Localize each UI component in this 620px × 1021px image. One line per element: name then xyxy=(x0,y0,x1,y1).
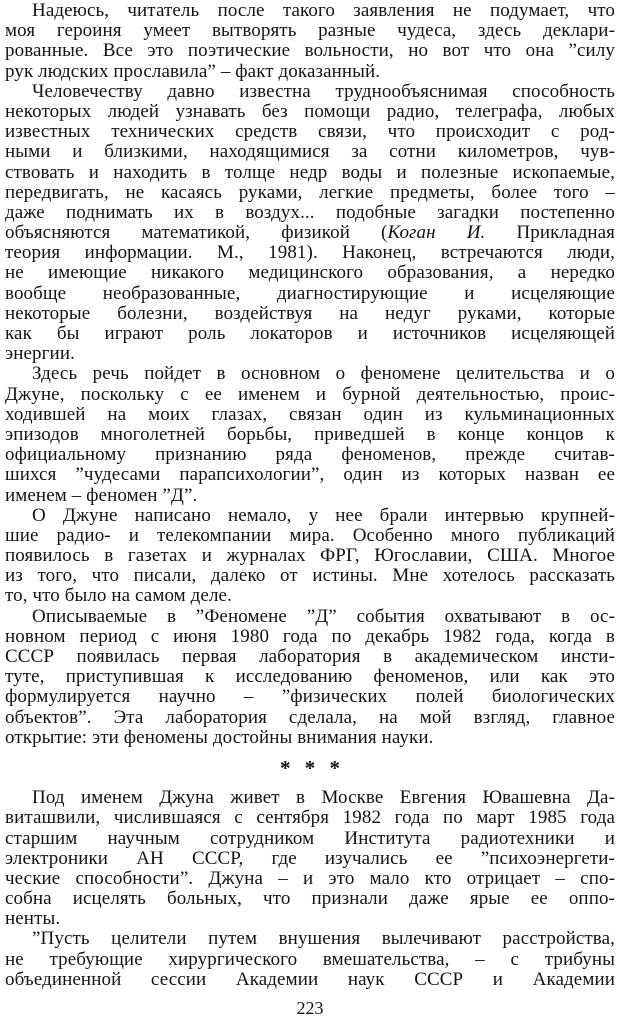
paragraph xyxy=(5,1,615,82)
text-line: то, что было на самом деле. xyxy=(5,586,232,607)
text-line: Под именем Джуна живет в Москве Евгения Ювашевна Да- xyxy=(32,788,615,809)
text-line: не требующие хирургического вмешательства, – с трибуны xyxy=(5,949,615,970)
italic-citation: Коган И. xyxy=(387,223,486,244)
text-line: открытие: эти феномены достойны внимания науки. xyxy=(5,727,434,748)
text-line: официальному признанию ряда феноменов, прежде считав- xyxy=(5,445,615,466)
text-line: ными и близкими, находящимися за сотни километров, чув- xyxy=(5,142,615,163)
text-line: объединенной сессии Академии наук СССР и Академии xyxy=(5,969,615,990)
text-line: передвигать, не касаясь руками, легкие предметы, более того – xyxy=(5,182,615,203)
text-line: ствовать и находить в толще недр воды и полезные ископаемые, xyxy=(5,162,615,183)
text-line: Здесь речь пойдет в основном о феномене целительства и о xyxy=(32,364,615,385)
text-line xyxy=(5,223,615,243)
text-line: эпизодов многолетней борьбы, приведшей в конце концов к xyxy=(5,424,615,445)
paragraph xyxy=(5,929,615,990)
text-line: Джуне, поскольку с ее именем и бурной деятельностью, проис- xyxy=(5,384,615,405)
text-line: из того, что писали, далеко от истины. Мне хотелось рассказать xyxy=(5,566,615,587)
text-line: объектов”. Эта лаборатория сделала, на мой взгляд, главное xyxy=(5,707,615,728)
text-line: вообще необразованные, диагностирующие и исцеляющие xyxy=(5,283,615,304)
text-line: шие радио- и телекомпании мира. Особенно много публикаций xyxy=(5,525,615,546)
text-line: моя героиня умеет вытворять разные чудеса, здесь деклари- xyxy=(5,21,615,42)
text-line: как бы играют роль локаторов и источников исцеляющей xyxy=(5,324,615,344)
text-line: ходившей на моих глазах, связан один из кульминационных xyxy=(5,404,615,425)
text-line: электроники АН СССР, где изучались ее ”психоэнергети- xyxy=(5,848,615,869)
text-line: собна исцелять больных, что признали даже ярые ее оппо- xyxy=(5,889,615,910)
text-line: ческие способности”. Джуна – и это мало кто отрицает – спо- xyxy=(5,868,615,889)
text-line: известных технических средств связи, что происходит с род- xyxy=(5,122,615,143)
text-line: шихся ”чудесами парапсихологии”, один из которых назван ее xyxy=(5,465,615,486)
text-line: туте, приступившая к исследованию феноменов, или как это xyxy=(5,667,615,688)
text-line: ненты. xyxy=(5,909,61,930)
section-separator: * * * xyxy=(280,755,340,780)
text-segment: Прикладная xyxy=(485,223,615,244)
text-line: появилось в газетах и журналах ФРГ, Югославии, США. Многое xyxy=(5,546,615,567)
page-number: 223 xyxy=(296,998,324,1018)
paragraph xyxy=(5,788,615,929)
text-line: О Джуне написано немало, у нее брали интервью крупней- xyxy=(32,505,615,526)
paragraph xyxy=(5,82,615,365)
text-line: виташвили, числившаяся с сентября 1982 года по март 1985 года xyxy=(5,808,615,829)
text-line: рованные. Все это поэтические вольности, но вот что она ”силу xyxy=(5,41,615,62)
text-line: Описываемые в ”Феномене ”Д” события охватывают в ос- xyxy=(32,606,615,627)
text-segment: объясняются математикой, физикой ( xyxy=(5,223,388,244)
text-line: новном период с июня 1980 года по декабрь 1982 года, когда в xyxy=(5,626,615,647)
text-line: некоторых людей узнавать без помощи радио, телеграфа, любых xyxy=(5,101,615,122)
text-line: некоторые болезни, воздействуя на недуг руками, которые xyxy=(5,303,615,324)
text-line: старшим научным сотрудником Института радиотехники и xyxy=(5,828,615,849)
text-line: теория информации. М., 1981). Наконец, встречаются люди, xyxy=(5,243,615,264)
text-line: даже поднимать их в воздух... подобные загадки постепенно xyxy=(5,202,615,223)
text-line: ”Пусть целители путем внушения вылечивают расстройства, xyxy=(32,929,615,950)
text-line: формулируется научно – ”физических полей биологических xyxy=(5,687,615,708)
text-line: Человечеству давно известна труднообъяснимая способность xyxy=(32,81,615,102)
text-line: именем – феномен ”Д”. xyxy=(5,485,198,506)
text-line: Надеюсь, читатель после такого заявления не подумает, что xyxy=(32,1,615,21)
page-text xyxy=(5,1,615,990)
paragraph xyxy=(5,607,615,748)
text-line: не имеющие никакого медицинского образования, а нередко xyxy=(5,263,615,284)
text-line: рук людских прославила” – факт доказанный. xyxy=(5,61,381,82)
paragraph xyxy=(5,364,615,505)
paragraph xyxy=(5,506,615,607)
text-line: СССР появилась первая лаборатория в академическом инсти- xyxy=(5,647,615,667)
text-line: энергии. xyxy=(5,344,75,365)
